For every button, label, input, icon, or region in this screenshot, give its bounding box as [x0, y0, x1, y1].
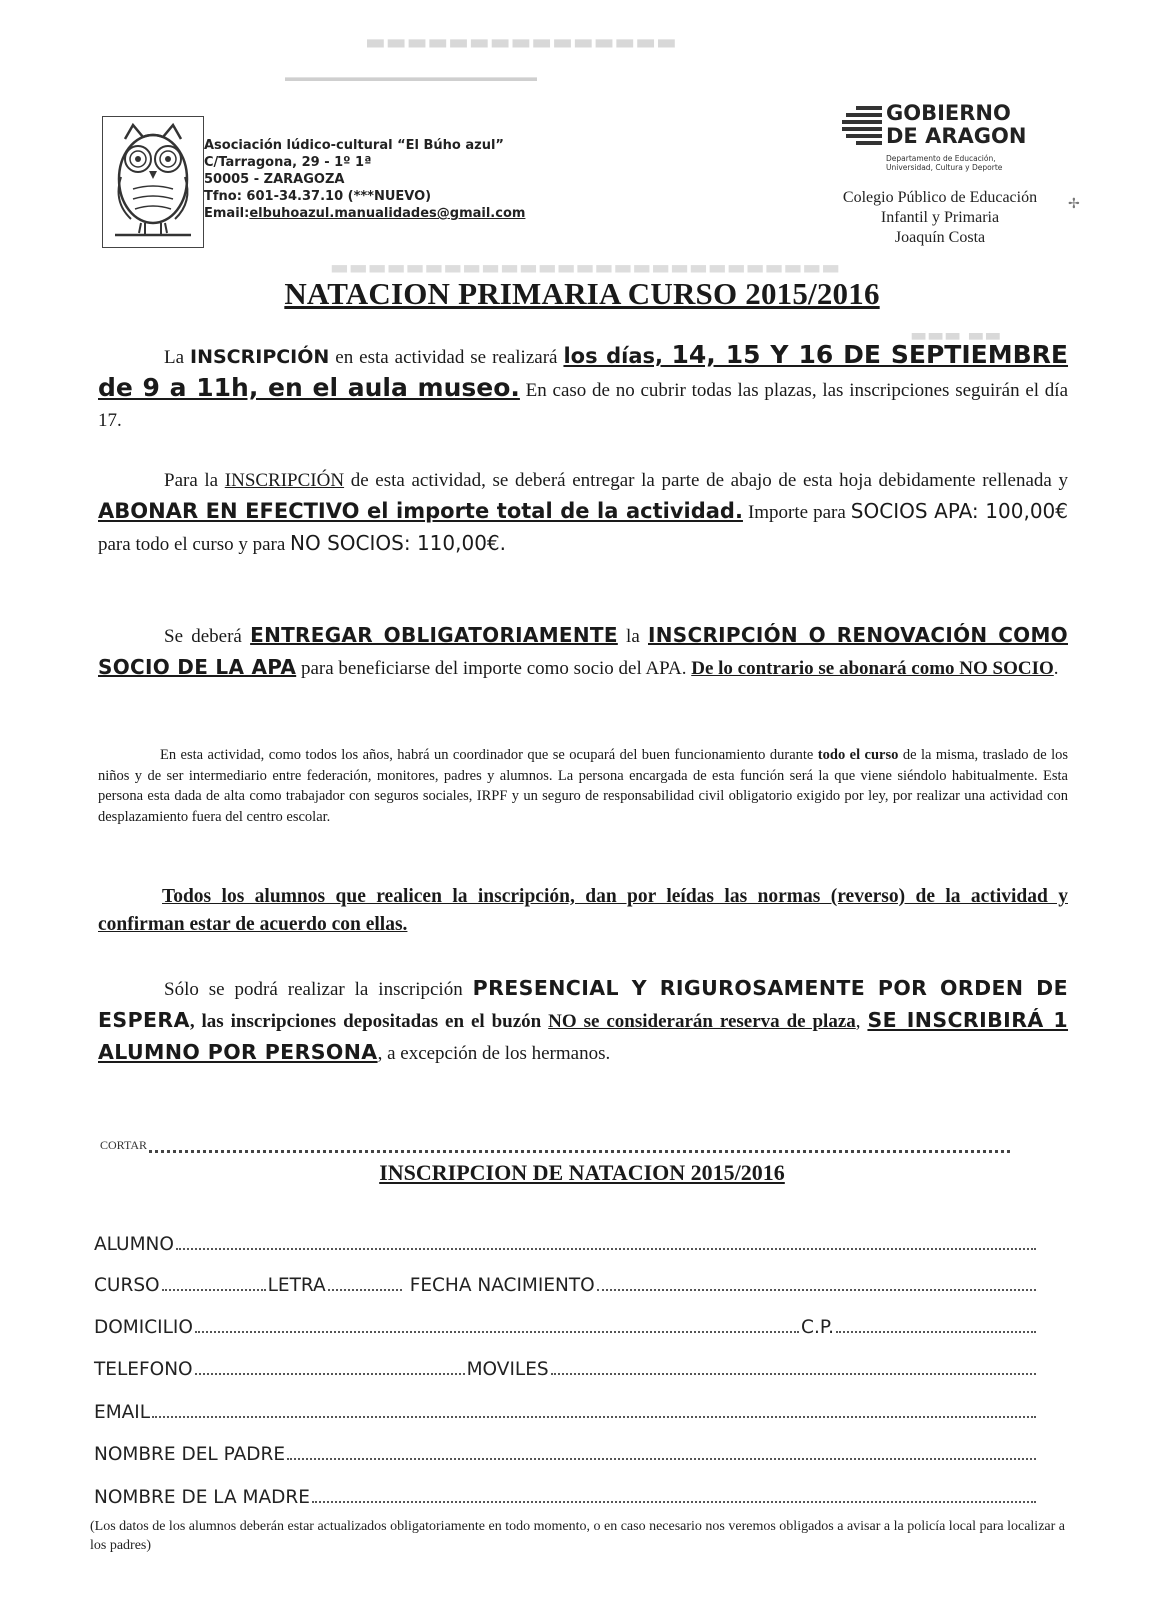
form-title: INSCRIPCION DE NATACION 2015/2016 — [379, 1160, 785, 1185]
letra-field[interactable] — [328, 1287, 402, 1291]
association-name: Asociación lúdico-cultural “El Búho azul” — [204, 138, 504, 153]
text: , a excepción de los hermanos. — [377, 1043, 611, 1064]
text-bold-underline: ABONAR EN EFECTIVO el importe total de la actividad. — [98, 499, 743, 523]
paragraph-in-person-text — [98, 973, 1068, 1069]
form-row-telefono — [94, 1352, 1038, 1380]
owl-icon — [103, 117, 203, 247]
text: de la misma, traslado de los niños y de ser intermediario entre federación, monitores, padres y alumnos. La persona encargada de esta función será la que viene siéndolo habitualmente. Esta persona esta dada de alta como trabajador con seguros sociales, IRPF y un seguro de responsabilidad civil obligatorio exigido por ley, por realizar una actividad con desplazamiento fuera del centro escolar. — [98, 747, 1068, 825]
bleed-through-text: ▬▬▬ ▬▬ — [910, 325, 1002, 346]
text: Para la — [164, 470, 225, 491]
text: En caso de no cubrir todas las plazas, las inscripciones seguirán el día 17. — [98, 380, 1068, 431]
text-sans: SOCIOS APA: 100,00€ — [850, 499, 1068, 523]
text-bold-underline: De lo contrario se abonará como NO SOCIO — [691, 658, 1054, 679]
form-row-domicilio — [94, 1310, 1038, 1338]
alumno-label: ALUMNO — [94, 1234, 174, 1255]
moviles-field[interactable] — [551, 1371, 1036, 1375]
cp-label: C.P. — [801, 1317, 834, 1338]
association-info — [204, 137, 525, 222]
form-row-madre — [94, 1480, 1038, 1508]
text: de esta actividad, se deberá entregar la parte de abajo de esta hoja debidamente rellenada y — [344, 470, 1068, 491]
government-dept-line1: Departamento de Educación, — [886, 154, 996, 163]
government-dept-line2: Universidad, Cultura y Deporte — [886, 163, 1003, 172]
text-sans: NO SOCIOS: 110,00€. — [290, 531, 507, 555]
paragraph-dates — [98, 340, 1068, 436]
text-underline: INSCRIPCIÓN — [224, 470, 345, 491]
government-name-line1: GOBIERNO — [886, 101, 1011, 125]
text: En esta actividad, como todos los años, habrá un coordinador que se ocupará del buen funcionamiento durante — [160, 747, 818, 763]
text-bold-underline: SE INSCRIBIRÁ 1 ALUMNO POR PERSONA — [98, 1008, 1069, 1064]
madre-field[interactable] — [312, 1499, 1036, 1503]
scan-mark: ✢ — [1068, 197, 1080, 212]
text-bold-underline: INSCRIPCIÓN O RENOVACIÓN COMO SOCIO DE LA APA — [98, 623, 1068, 679]
association-city: 50005 - ZARAGOZA — [204, 172, 345, 187]
footnote: (Los datos de los alumnos deberán estar actualizados obligatoriamente en todo momento, o en caso necesario nos veremos obligados a avisar a la policía local para localizar a los padres) — [90, 1519, 1065, 1553]
padre-label: NOMBRE DEL PADRE — [94, 1444, 286, 1465]
form-row-email — [94, 1395, 1038, 1423]
association-phone: Tfno: 601-34.37.10 (***NUEVO) — [204, 189, 432, 204]
curso-label: CURSO — [94, 1275, 160, 1296]
text: Importe para — [742, 502, 851, 523]
text: para beneficiarse del importe como socio del APA. — [296, 658, 692, 679]
letra-label: LETRA — [267, 1275, 326, 1296]
government-name — [886, 102, 1026, 148]
paragraph-in-person — [98, 973, 1068, 1069]
padre-field[interactable] — [287, 1456, 1036, 1460]
association-email[interactable]: elbuhoazul.manualidades@gmail.com — [249, 206, 526, 221]
text-bold: INSCRIPCIÓN — [190, 346, 330, 368]
owl-logo — [102, 116, 204, 248]
school-line1: Colegio Público de Educación — [842, 189, 1038, 206]
cp-field[interactable] — [836, 1329, 1036, 1333]
text-bold-underline: NO se considerarán reserva de plaza — [548, 1011, 856, 1032]
paragraph-membership-text — [98, 620, 1068, 684]
madre-label: NOMBRE DE LA MADRE — [94, 1487, 310, 1508]
email-label: EMAIL — [94, 1402, 151, 1423]
fecha-nacimiento-label: FECHA NACIMIENTO — [409, 1275, 595, 1296]
text-bold-underline: ENTREGAR OBLIGATORIAMENTE — [250, 623, 618, 647]
paragraph-payment-text — [98, 466, 1068, 560]
fecha-nacimiento-field[interactable] — [597, 1287, 1036, 1291]
text: , — [855, 1011, 868, 1032]
bleed-through-text: ▬▬▬▬▬▬▬▬▬▬▬▬▬▬▬ — [365, 30, 677, 55]
moviles-label: MOVILES — [466, 1359, 549, 1380]
text-bold: , las inscripciones depositadas en el buzón — [189, 1011, 549, 1032]
form-row-alumno — [94, 1227, 1038, 1255]
page-title: NATACION PRIMARIA CURSO 2015/2016 — [284, 276, 880, 311]
text: la — [617, 626, 648, 647]
form-row-padre — [94, 1437, 1038, 1465]
paragraph-payment — [98, 466, 1068, 560]
text-bold-underline: los días, — [563, 344, 672, 368]
domicilio-field[interactable] — [195, 1329, 799, 1333]
school-name — [830, 188, 1050, 248]
telefono-field[interactable] — [195, 1371, 465, 1375]
form-row-curso — [94, 1268, 1038, 1296]
government-department — [886, 154, 1002, 172]
email-field[interactable] — [152, 1414, 1036, 1418]
text-bold: PRESENCIAL Y RIGUROSAMENTE POR ORDEN DE ESPERA — [98, 976, 1068, 1032]
bleed-through-text: ▬▬▬▬▬▬▬▬▬▬▬▬▬▬▬▬▬▬▬▬▬ — [285, 70, 537, 84]
cut-dots — [149, 1142, 1010, 1153]
curso-field[interactable] — [162, 1287, 266, 1291]
paragraph-coordinator — [98, 745, 1068, 827]
text: en esta actividad se realizará — [329, 347, 564, 368]
text: Sólo se podrá realizar la inscripción — [164, 979, 473, 1000]
paragraph-rules: Todos los alumnos que realicen la inscripción, dan por leídas las normas (reverso) de la actividad y confirman estar de acuerdo con ellas. — [98, 886, 1068, 935]
text: La — [164, 347, 191, 368]
text-bold: todo el curso — [817, 747, 899, 763]
government-name-line2: DE ARAGON — [886, 124, 1027, 148]
school-line3: Joaquín Costa — [894, 229, 986, 246]
telefono-label: TELEFONO — [94, 1359, 193, 1380]
text: . — [1053, 658, 1059, 679]
text: para todo el curso y para — [98, 534, 291, 555]
paragraph-dates-text — [98, 340, 1068, 436]
cut-line — [100, 1138, 1010, 1153]
email-label: Email: — [204, 206, 250, 221]
alumno-field[interactable] — [176, 1246, 1036, 1250]
text: Se deberá — [164, 626, 251, 647]
paragraph-coordinator-text — [98, 745, 1068, 827]
cut-label: CORTAR — [100, 1138, 147, 1152]
school-line2: Infantil y Primaria — [880, 209, 1000, 226]
bleed-through-text: ▬▬▬▬▬▬▬▬▬▬▬▬▬▬▬▬▬▬▬▬▬▬▬▬▬▬▬ — [330, 255, 841, 279]
paragraph-membership — [98, 620, 1068, 684]
domicilio-label: DOMICILIO — [94, 1317, 193, 1338]
association-street: C/Tarragona, 29 - 1º 1ª — [204, 155, 372, 170]
government-mark-icon — [842, 104, 884, 150]
association-email-row — [204, 205, 525, 222]
text-bold-underline: 14, 15 Y 16 DE SEPTIEMBRE de 9 a 11h, en el aula museo. — [98, 340, 1069, 402]
